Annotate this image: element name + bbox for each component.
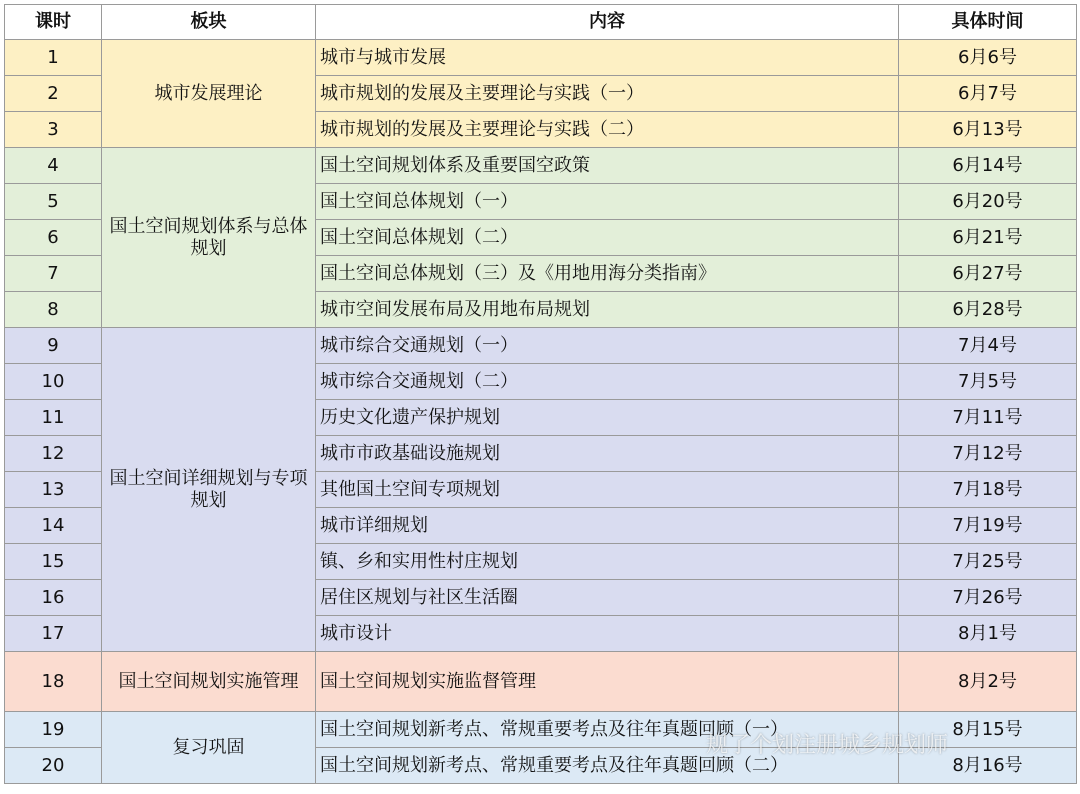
lesson-date: 6月7号 bbox=[899, 76, 1077, 112]
lesson-date: 7月11号 bbox=[899, 400, 1077, 436]
lesson-content: 国土空间规划新考点、常规重要考点及往年真题回顾（一） bbox=[316, 712, 899, 748]
block-cell: 国土空间规划体系与总体规划 bbox=[102, 148, 316, 328]
lesson-number: 20 bbox=[5, 748, 102, 784]
lesson-content: 城市规划的发展及主要理论与实践（二） bbox=[316, 112, 899, 148]
lesson-content: 城市市政基础设施规划 bbox=[316, 436, 899, 472]
header-row bbox=[5, 5, 1077, 40]
lesson-content: 国土空间规划新考点、常规重要考点及往年真题回顾（二） bbox=[316, 748, 899, 784]
block-cell: 国土空间详细规划与专项规划 bbox=[102, 328, 316, 652]
lesson-date: 8月1号 bbox=[899, 616, 1077, 652]
lesson-date: 7月12号 bbox=[899, 436, 1077, 472]
lesson-number: 14 bbox=[5, 508, 102, 544]
lesson-date: 8月15号 bbox=[899, 712, 1077, 748]
lesson-content: 城市综合交通规划（二） bbox=[316, 364, 899, 400]
header-block: 板块 bbox=[102, 5, 316, 40]
lesson-number: 19 bbox=[5, 712, 102, 748]
lesson-content: 城市综合交通规划（一） bbox=[316, 328, 899, 364]
lesson-number: 18 bbox=[5, 652, 102, 712]
block-cell: 城市发展理论 bbox=[102, 40, 316, 148]
lesson-date: 6月28号 bbox=[899, 292, 1077, 328]
lesson-date: 8月16号 bbox=[899, 748, 1077, 784]
lesson-content: 国土空间总体规划（三）及《用地用海分类指南》 bbox=[316, 256, 899, 292]
lesson-date: 7月18号 bbox=[899, 472, 1077, 508]
lesson-number: 5 bbox=[5, 184, 102, 220]
table-row bbox=[5, 148, 1077, 184]
lesson-date: 6月6号 bbox=[899, 40, 1077, 76]
lesson-number: 17 bbox=[5, 616, 102, 652]
lesson-content: 历史文化遗产保护规划 bbox=[316, 400, 899, 436]
lesson-content: 其他国土空间专项规划 bbox=[316, 472, 899, 508]
table-row bbox=[5, 40, 1077, 76]
lesson-number: 9 bbox=[5, 328, 102, 364]
lesson-date: 7月25号 bbox=[899, 544, 1077, 580]
header-lesson: 课时 bbox=[5, 5, 102, 40]
lesson-date: 6月14号 bbox=[899, 148, 1077, 184]
lesson-content: 国土空间总体规划（二） bbox=[316, 220, 899, 256]
lesson-content: 城市详细规划 bbox=[316, 508, 899, 544]
lesson-content: 城市与城市发展 bbox=[316, 40, 899, 76]
lesson-number: 8 bbox=[5, 292, 102, 328]
lesson-number: 3 bbox=[5, 112, 102, 148]
lesson-date: 7月19号 bbox=[899, 508, 1077, 544]
lesson-number: 13 bbox=[5, 472, 102, 508]
lesson-date: 7月4号 bbox=[899, 328, 1077, 364]
lesson-content: 城市设计 bbox=[316, 616, 899, 652]
lesson-date: 7月26号 bbox=[899, 580, 1077, 616]
lesson-number: 6 bbox=[5, 220, 102, 256]
table-row bbox=[5, 328, 1077, 364]
lesson-number: 7 bbox=[5, 256, 102, 292]
lesson-number: 11 bbox=[5, 400, 102, 436]
lesson-date: 6月20号 bbox=[899, 184, 1077, 220]
block-cell: 国土空间规划实施管理 bbox=[102, 652, 316, 712]
lesson-content: 国土空间规划实施监督管理 bbox=[316, 652, 899, 712]
lesson-number: 16 bbox=[5, 580, 102, 616]
lesson-date: 6月27号 bbox=[899, 256, 1077, 292]
lesson-content: 城市规划的发展及主要理论与实践（一） bbox=[316, 76, 899, 112]
lesson-number: 4 bbox=[5, 148, 102, 184]
header-content: 内容 bbox=[316, 5, 899, 40]
lesson-content: 城市空间发展布局及用地布局规划 bbox=[316, 292, 899, 328]
lesson-number: 15 bbox=[5, 544, 102, 580]
watermark: 规了个划注册城乡规划师 bbox=[706, 733, 949, 758]
lesson-content: 居住区规划与社区生活圈 bbox=[316, 580, 899, 616]
lesson-content: 国土空间规划体系及重要国空政策 bbox=[316, 148, 899, 184]
lesson-date: 7月5号 bbox=[899, 364, 1077, 400]
table-row bbox=[5, 652, 1077, 712]
schedule-table bbox=[4, 4, 1077, 784]
block-cell: 复习巩固 bbox=[102, 712, 316, 784]
lesson-number: 2 bbox=[5, 76, 102, 112]
lesson-date: 8月2号 bbox=[899, 652, 1077, 712]
lesson-number: 10 bbox=[5, 364, 102, 400]
lesson-number: 12 bbox=[5, 436, 102, 472]
lesson-content: 国土空间总体规划（一） bbox=[316, 184, 899, 220]
lesson-number: 1 bbox=[5, 40, 102, 76]
lesson-content: 镇、乡和实用性村庄规划 bbox=[316, 544, 899, 580]
lesson-date: 6月21号 bbox=[899, 220, 1077, 256]
lesson-date: 6月13号 bbox=[899, 112, 1077, 148]
header-date: 具体时间 bbox=[899, 5, 1077, 40]
